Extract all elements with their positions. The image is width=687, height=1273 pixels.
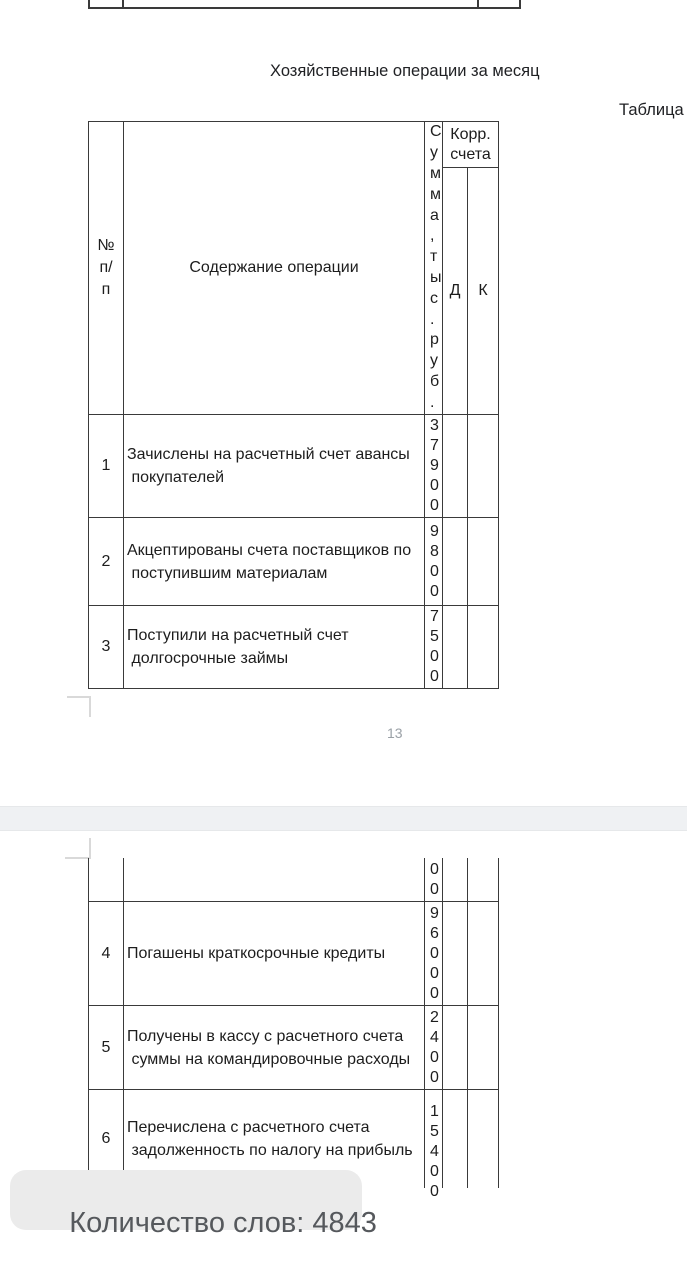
credit-cell[interactable]: [468, 415, 498, 517]
table-row: [89, 518, 498, 606]
amount-digit: 5: [430, 628, 439, 645]
amount-digit: 0: [430, 562, 439, 580]
debit-cell[interactable]: [443, 858, 468, 901]
row-number-cell[interactable]: [89, 518, 124, 605]
amount-header-char: у: [430, 144, 438, 162]
amount-digit: 0: [430, 1163, 439, 1180]
amount-digit: 0: [430, 497, 439, 514]
operation-text-line: долгосрочные займы: [127, 650, 289, 667]
operation-text: [127, 624, 349, 670]
amount-digit: 2: [430, 1008, 439, 1026]
amount-header-char: р: [430, 331, 439, 349]
row-number: 1: [101, 457, 111, 474]
previous-table-bottom-edge: [88, 0, 521, 9]
operation-content-cell[interactable]: [124, 902, 425, 1005]
debit-label: Д: [449, 282, 461, 299]
amount-header-char: б: [430, 372, 440, 390]
credit-cell[interactable]: [468, 902, 498, 1005]
table-row: [89, 902, 498, 1006]
credit-cell[interactable]: [468, 606, 498, 688]
header-number-line: №: [97, 237, 115, 254]
operation-text: [127, 539, 411, 585]
amount-digit: 0: [430, 648, 439, 665]
operations-table-page2[interactable]: [88, 858, 499, 1200]
table-boundary-marker-bottom: [67, 696, 91, 717]
amount-header-char: ,: [430, 227, 435, 245]
operation-text: [127, 1025, 410, 1071]
credit-cell[interactable]: [468, 858, 498, 901]
amount-digit: 0: [430, 477, 439, 494]
row-number-cell[interactable]: [89, 1006, 124, 1089]
row-number-cell[interactable]: [89, 415, 124, 517]
amount-cell[interactable]: [425, 1006, 443, 1089]
credit-cell[interactable]: [468, 1090, 498, 1188]
operation-text-line: поступившим материалам: [127, 564, 328, 582]
header-cell-amount-clipped[interactable]: [425, 122, 443, 414]
amount-digit: 0: [430, 1068, 439, 1086]
operations-table-page1[interactable]: [88, 121, 499, 689]
page-number: 13: [387, 725, 403, 741]
amount-digit: 0: [430, 1183, 439, 1200]
table-boundary-marker-top: [65, 838, 91, 859]
header-number-line: п/: [99, 259, 113, 276]
operation-text-line: задолженность по налогу на прибыль: [127, 1142, 413, 1159]
amount-digit: 0: [430, 964, 439, 982]
operation-text-line: суммы на командировочные расходы: [127, 1050, 411, 1068]
header-content-label: Содержание операции: [189, 259, 359, 276]
operation-text-line: покупателей: [127, 469, 225, 486]
amount-cell[interactable]: [425, 518, 443, 605]
header-cell-credit[interactable]: [468, 168, 498, 414]
amount-cell[interactable]: [425, 858, 443, 901]
debit-cell[interactable]: [443, 1006, 468, 1089]
amount-header-char: м: [430, 165, 441, 183]
amount-digit: 0: [430, 944, 439, 962]
operation-text-line: Перечислена с расчетного счета: [127, 1119, 370, 1136]
header-number-line: п: [101, 281, 111, 298]
table-row-continuation: [89, 858, 498, 902]
row-number: 6: [101, 1130, 111, 1147]
row-number-cell[interactable]: [89, 606, 124, 688]
table-row: [89, 1006, 498, 1090]
amount-digit: 1: [430, 1103, 439, 1120]
amount-digit: 4: [430, 1143, 439, 1160]
credit-label: К: [478, 282, 488, 299]
amount-cell[interactable]: [425, 1090, 443, 1200]
amount-header-char: с: [430, 289, 438, 307]
amount-digit: 9: [430, 522, 439, 540]
row-number: 3: [101, 638, 111, 655]
amount-header-char: .: [430, 393, 435, 411]
amount-digit: 0: [430, 1048, 439, 1066]
amount-header-char: у: [430, 352, 438, 370]
corr-line: счета: [450, 145, 491, 163]
operation-content-cell[interactable]: [124, 518, 425, 605]
table-header-row: [89, 122, 498, 415]
amount-digit: 8: [430, 542, 439, 560]
amount-digit: 7: [430, 437, 439, 454]
amount-digit: 0: [430, 880, 439, 898]
row-number: 4: [101, 944, 111, 962]
table-row: [89, 606, 498, 688]
word-count-text: Количество слов: 4843: [69, 1207, 377, 1239]
amount-digit: 5: [430, 1123, 439, 1140]
operation-text: [127, 1116, 413, 1162]
header-cell-content[interactable]: [124, 122, 425, 414]
debit-credit-subheader: [443, 168, 498, 414]
operation-text: [127, 942, 385, 965]
row-number-cell[interactable]: [89, 858, 124, 901]
credit-cell[interactable]: [468, 1006, 498, 1089]
amount-digit: 9: [430, 457, 439, 474]
debit-cell[interactable]: [443, 606, 468, 688]
table-grid-line: [122, 0, 124, 7]
amount-header-char: т: [430, 248, 438, 266]
operation-text-line: Акцептированы счета поставщиков по: [127, 541, 412, 559]
operation-content-cell[interactable]: [124, 858, 425, 901]
amount-header-char: м: [430, 185, 441, 203]
amount-digit: 9: [430, 904, 439, 922]
amount-cell[interactable]: [425, 902, 443, 1005]
operation-content-cell[interactable]: [124, 1006, 425, 1089]
amount-digit: 0: [430, 860, 439, 878]
row-number: 5: [101, 1038, 111, 1056]
page-break-band: [0, 806, 687, 831]
debit-cell[interactable]: [443, 415, 468, 517]
amount-header-char: а: [430, 206, 439, 224]
operation-content-cell[interactable]: [124, 415, 425, 517]
amount-cell[interactable]: [425, 415, 443, 517]
table-grid-line: [477, 0, 479, 7]
corr-line: Корр.: [450, 125, 491, 143]
header-cell-corr-accounts[interactable]: [443, 122, 498, 168]
operation-text-line: Поступили на расчетный счет: [127, 627, 349, 644]
table-row: [89, 415, 498, 518]
amount-digit: 0: [430, 984, 439, 1002]
amount-digit: 6: [430, 924, 439, 942]
amount-digit: 0: [430, 668, 439, 685]
row-number-cell[interactable]: [89, 902, 124, 1005]
row-number: 2: [101, 552, 111, 570]
header-corr-accounts-group: [443, 122, 498, 414]
debit-cell[interactable]: [443, 518, 468, 605]
debit-cell[interactable]: [443, 1090, 468, 1188]
amount-header-char: .: [430, 310, 435, 328]
amount-header-char: С: [430, 123, 442, 141]
header-cell-debit[interactable]: [443, 168, 468, 414]
operation-text: [127, 443, 410, 489]
debit-cell[interactable]: [443, 902, 468, 1005]
operation-text-line: Погашены краткосрочные кредиты: [127, 945, 386, 962]
operation-content-cell[interactable]: [124, 606, 425, 688]
table-grid-line: [88, 0, 90, 7]
word-count-toast: [10, 1170, 377, 1239]
table-caption[interactable]: Таблица: [619, 101, 684, 119]
amount-header-char: ы: [430, 269, 442, 286]
amount-cell[interactable]: [425, 606, 443, 688]
credit-cell[interactable]: [468, 518, 498, 605]
operation-text-line: Зачислены на расчетный счет авансы: [127, 446, 410, 463]
table-grid-line: [519, 0, 521, 7]
header-cell-number[interactable]: [89, 122, 124, 414]
amount-digit: 0: [430, 582, 439, 600]
amount-digit: 7: [430, 608, 439, 625]
operation-text-line: Получены в кассу с расчетного счета: [127, 1027, 404, 1045]
doc-heading[interactable]: Хозяйственные операции за месяц: [270, 62, 540, 80]
amount-digit: 4: [430, 1028, 439, 1046]
amount-digit: 3: [430, 417, 439, 434]
